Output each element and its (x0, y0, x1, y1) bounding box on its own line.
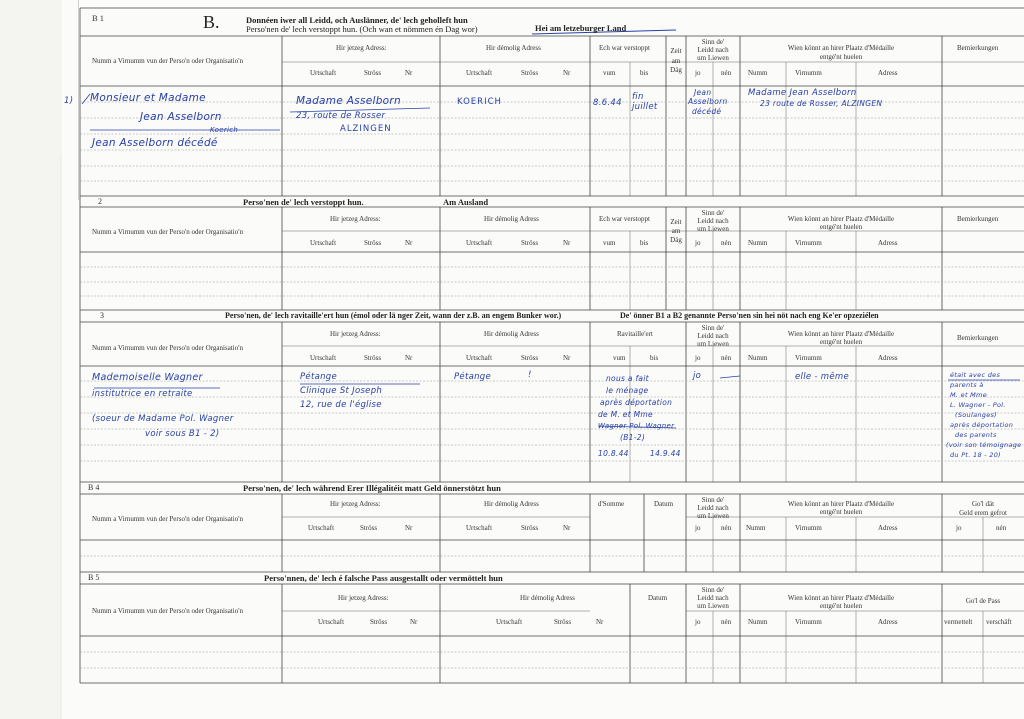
b3-no: nén (721, 354, 732, 362)
section-b4-title: Perso'nen, de' lech während Erer Illégalitéit matt Geld önnerstötzt hun (243, 483, 501, 493)
b4-firstname: Virnumm (795, 524, 822, 532)
b1-yes: jo (695, 69, 701, 77)
section-b2-place: Am Ausland (443, 197, 489, 207)
b3-entry-supplied-3: après déportation (600, 398, 673, 407)
b2-current-locality: Urtschaft (310, 239, 337, 247)
b2-name-header: Numm a Virnumm vun der Perso'n oder Organisatio'n (92, 228, 243, 236)
b1-entry-danger-3: décédé (692, 107, 722, 116)
b3-entry-name-1: Mademoiselle Wagner (92, 372, 203, 383)
b5-danger-3: um Liewen (697, 602, 729, 610)
section-b5-title: Perso'nnen, de' lech é falsche Pass ausgestallt oder vermöttelt hun (264, 573, 503, 583)
b3-danger-1: Sinn de' (701, 324, 725, 332)
b3-entry-supplied-2: le ménage (606, 386, 649, 395)
b2-former-address-header: Hir démolig Adress (484, 215, 539, 223)
b4-danger-2: Leidd nach (697, 504, 729, 512)
b3-entry-to: 14.9.44 (650, 449, 681, 458)
b1-address: Adress (878, 69, 898, 77)
b2-no: nén (721, 239, 732, 247)
b2-surname: Numm (748, 239, 768, 247)
b1-medal-2: entgé'nt huelen (819, 53, 863, 61)
b3-entry-current-2: Clinique St Joseph (300, 386, 383, 396)
b4-current-address-header: Hir jetzeg Adress: (330, 500, 381, 508)
b1-from: vum (603, 69, 616, 77)
b3-entry-remark-8: (voir son témoignage (946, 441, 1022, 449)
b5-date-header: Datum (648, 594, 668, 602)
b4-no-2: nén (996, 524, 1007, 532)
b1-entry-danger-2: Asselborn (688, 97, 728, 106)
b4-current-street: Ströss (360, 524, 378, 532)
b2-yes: jo (695, 239, 701, 247)
b3-entry-yes-mark: jo (693, 371, 702, 381)
b2-former-locality: Urtschaft (466, 239, 493, 247)
section-b5-code: B 5 (88, 573, 100, 582)
b2-danger-1: Sinn de' (701, 209, 725, 217)
b5-yes: jo (695, 618, 701, 626)
b3-medal-2: entgé'nt huelen (819, 338, 863, 346)
b5-firstname: Virnumm (795, 618, 822, 626)
b3-entry-current-1: Pétange (300, 372, 338, 382)
b3-entry-supplied-4: de M. et Mme (598, 410, 653, 419)
b4-former-street: Ströss (521, 524, 539, 532)
b3-entry-remark-6: après déportation (950, 421, 1014, 429)
b1-entry-danger-1: Jean (694, 88, 712, 97)
b3-entry-from: 10.8.44 (598, 449, 629, 458)
b3-current-locality: Urtschaft (310, 354, 337, 362)
b1-entry-index: 1) (64, 96, 74, 106)
b1-former-street: Ströss (521, 69, 539, 77)
b1-days-2: am (671, 57, 681, 65)
section-b3-note: De' önner B1 a B2 genannte Perso'nen sin hei nöt nach eng Ke'er opzeziélen (620, 311, 879, 320)
b1-current-number: Nr (405, 69, 413, 77)
b3-entry-remark-4: L. Wagner - Pol. (950, 401, 1006, 409)
b1-entry-medal-address: 23 route de Rosser, ALZINGEN (760, 99, 883, 108)
b1-days-3: Däg (670, 66, 682, 74)
header-place: Hei am letzeburger Land (535, 23, 627, 33)
b2-danger-3: um Liewen (697, 225, 729, 233)
b3-current-number: Nr (405, 354, 413, 362)
b4-name-header: Numm a Virnumm vun der Perso'n oder Organisatio'n (92, 515, 243, 523)
b3-current-address-header: Hir jetzeg Adress: (330, 330, 381, 338)
b3-former-address-header: Hir démolig Adress (484, 330, 539, 338)
b5-pass-header: Go'l de Pass (965, 597, 1001, 605)
b3-name-header: Numm a Virnumm vun der Perso'n oder Organisatio'n (92, 344, 243, 352)
b4-no: nén (721, 524, 732, 532)
b2-remarks: Bemierkungen (957, 215, 999, 223)
b4-danger-3: um Liewen (697, 512, 729, 520)
b5-former-street: Ströss (554, 618, 572, 626)
b5-medal-2: entgé'nt huelen (819, 602, 863, 610)
b3-entry-remark-5: (Soulanges) (955, 411, 998, 419)
b5-no: nén (721, 618, 732, 626)
b2-current-address-header: Hir jetzeg Adress: (330, 215, 381, 223)
b1-entry-name-2: Jean Asselborn (140, 111, 222, 123)
b2-current-number: Nr (405, 239, 413, 247)
b5-current-number: Nr (410, 618, 418, 626)
b3-former-number: Nr (563, 354, 571, 362)
b4-address: Adress (878, 524, 898, 532)
b1-entry-current-2: 23, route de Rosser (296, 111, 386, 121)
b1-current-street: Ströss (364, 69, 382, 77)
b1-entry-to: fin juillet (632, 92, 658, 112)
b5-address: Adress (878, 618, 898, 626)
b4-money-1: Go'l dät (971, 500, 995, 508)
b5-former-number: Nr (596, 618, 604, 626)
section-b3-title: Perso'nen, de' lech ravitaille'ert hun (émol oder lä nger Zeit, wann der z.B. an engem Bunker wor.) (225, 311, 562, 320)
b4-yes-2: jo (956, 524, 962, 532)
b3-entry-medal: elle - même (795, 372, 849, 382)
b2-to: bis (640, 239, 649, 247)
b5-danger-2: Leidd nach (697, 594, 729, 602)
b1-former-address-header: Hir démolig Adress (486, 44, 541, 52)
b3-entry-name-3: (soeur de Madame Pol. Wagner (92, 414, 234, 424)
b2-former-street: Ströss (521, 239, 539, 247)
section-b2-title: Perso'nen de' lech verstoppt hun. (243, 197, 364, 207)
b1-entry-current-3: ALZINGEN (340, 124, 392, 134)
b4-date-header: Datum (654, 500, 674, 508)
b1-current-address-header: Hir jetzeg Adress: (336, 44, 387, 52)
b4-money-2: Geld erem gefrot (959, 509, 1007, 517)
b5-former-address-header: Hir démolig Adress (520, 594, 575, 602)
b3-entry-supplied-6: (B1-2) (620, 433, 646, 442)
b1-former-locality: Urtschaft (466, 69, 493, 77)
b4-sum-header: d'Somme (598, 500, 625, 508)
section-b4-code: B 4 (88, 483, 100, 492)
b1-danger-1: Sinn de' (701, 38, 725, 46)
b2-days-2: am (671, 227, 681, 235)
b3-entry-name-2: institutrice en retraite (92, 389, 193, 399)
b3-entry-current-3: 12, rue de l'église (300, 400, 382, 410)
b1-surname: Numm (748, 69, 768, 77)
b3-current-street: Ströss (364, 354, 382, 362)
b3-entry-remark-7: des parents (955, 431, 997, 439)
b2-current-street: Ströss (364, 239, 382, 247)
b4-yes: jo (695, 524, 701, 532)
b1-former-number: Nr (563, 69, 571, 77)
b1-entry-medal-name: Madame Jean Asselborn (748, 88, 857, 98)
section-b1-code: B 1 (92, 13, 105, 23)
b5-current-address-header: Hir jetzeg Adress: (338, 594, 389, 602)
b1-medal-1: Wien könnt an hirer Plaatz d'Médaille (787, 44, 895, 52)
b3-former-street: Ströss (521, 354, 539, 362)
b3-supplied-header: Ravitaille'ert (617, 330, 653, 338)
b5-issued: vermettelt (944, 618, 973, 626)
b1-entry-name-1: Monsieur et Madame (90, 92, 206, 104)
b3-entry-remark-2: parents à (950, 381, 984, 389)
b2-address: Adress (878, 239, 898, 247)
b1-entry-former: KOERICH (457, 97, 502, 107)
b5-former-locality: Urtschaft (496, 618, 523, 626)
b2-danger-2: Leidd nach (697, 217, 729, 225)
b4-former-number: Nr (563, 524, 571, 532)
b3-address: Adress (878, 354, 898, 362)
b1-days-1: Zeit (670, 47, 682, 55)
b4-medal-1: Wien könnt an hirer Plaatz d'Médaille (787, 500, 895, 508)
b1-current-locality: Urtschaft (310, 69, 337, 77)
b3-medal-1: Wien könnt an hirer Plaatz d'Médaille (787, 330, 895, 338)
b4-former-locality: Urtschaft (466, 524, 493, 532)
b1-hidden-header: Ech war verstoppt (599, 44, 650, 52)
b1-entry-current-1: Madame Asselborn (296, 95, 401, 107)
b3-surname: Numm (748, 354, 768, 362)
b3-entry-remark-3: M. et Mme (950, 391, 987, 399)
b3-entry-name-4: voir sous B1 - 2) (145, 429, 220, 439)
b3-entry-supplied-5: Wagner Pol. Wagner (598, 422, 675, 430)
b5-medal-1: Wien könnt an hirer Plaatz d'Médaille (787, 594, 895, 602)
b1-entry-name-3: Jean Asselborn décédé (92, 137, 218, 149)
b3-entry-former: Pétange (454, 372, 492, 382)
b4-current-number: Nr (405, 524, 413, 532)
b4-surname: Numm (746, 524, 766, 532)
b4-medal-2: entgé'nt huelen (819, 508, 863, 516)
b2-days-3: Däg (670, 236, 682, 244)
b3-yes: jo (695, 354, 701, 362)
b4-former-address-header: Hir démolig Adress (484, 500, 539, 508)
b5-danger-1: Sinn de' (701, 586, 725, 594)
b2-from: vum (603, 239, 616, 247)
b5-surname: Numm (748, 618, 768, 626)
b1-firstname: Virnumm (795, 69, 822, 77)
b3-entry-remark-9: du Pt. 18 - 20) (950, 451, 1001, 459)
b5-provided: verschäft (986, 618, 1012, 626)
b4-current-locality: Urtschaft (308, 524, 335, 532)
header-line-2: Perso'nen de' lech verstoppt hun. (Och wan et nömmen én Dag wor) (246, 24, 478, 34)
b3-entry-supplied-1: nous a fait (606, 374, 649, 383)
b3-remarks: Bemierkungen (957, 334, 999, 342)
b5-current-street: Ströss (370, 618, 388, 626)
b2-hidden-header: Ech war verstoppt (599, 215, 650, 223)
b3-to: bis (650, 354, 659, 362)
b3-danger-2: Leidd nach (697, 332, 729, 340)
header-line-1: Donnéen iwer all Leidd, och Auslänner, de' lech geholleft hun (246, 15, 468, 25)
b4-danger-1: Sinn de' (701, 496, 725, 504)
b3-former-locality: Urtschaft (466, 354, 493, 362)
b5-current-locality: Urtschaft (318, 618, 345, 626)
b3-entry-remark-1: était avec des (950, 371, 1001, 379)
b1-entry-from: 8.6.44 (593, 98, 622, 108)
section-b3-code: 3 (100, 311, 104, 320)
form-letter: B. (203, 12, 220, 32)
b2-firstname: Virnumm (795, 239, 822, 247)
b2-medal-2: entgé'nt huelen (819, 223, 863, 231)
b1-to: bis (640, 69, 649, 77)
b2-medal-1: Wien könnt an hirer Plaatz d'Médaille (787, 215, 895, 223)
section-b2-code: 2 (98, 197, 102, 206)
b1-danger-2: Leidd nach (697, 46, 729, 54)
b2-former-number: Nr (563, 239, 571, 247)
b3-entry-former-mark: ! (528, 370, 532, 380)
b3-from: vum (613, 354, 626, 362)
b1-danger-3: um Liewen (697, 54, 729, 62)
b1-name-header: Numm a Virnumm vun der Perso'n oder Organisatio'n (92, 57, 243, 65)
b5-name-header: Numm a Virnumm vun der Perso'n oder Organisatio'n (92, 607, 243, 615)
b1-no: nén (721, 69, 732, 77)
b2-days-1: Zeit (670, 218, 682, 226)
b1-entry-name-above: Koerich (210, 126, 239, 134)
b3-firstname: Virnumm (795, 354, 822, 362)
b1-remarks: Bemierkungen (957, 44, 999, 52)
b3-danger-3: um Liewen (697, 340, 729, 348)
